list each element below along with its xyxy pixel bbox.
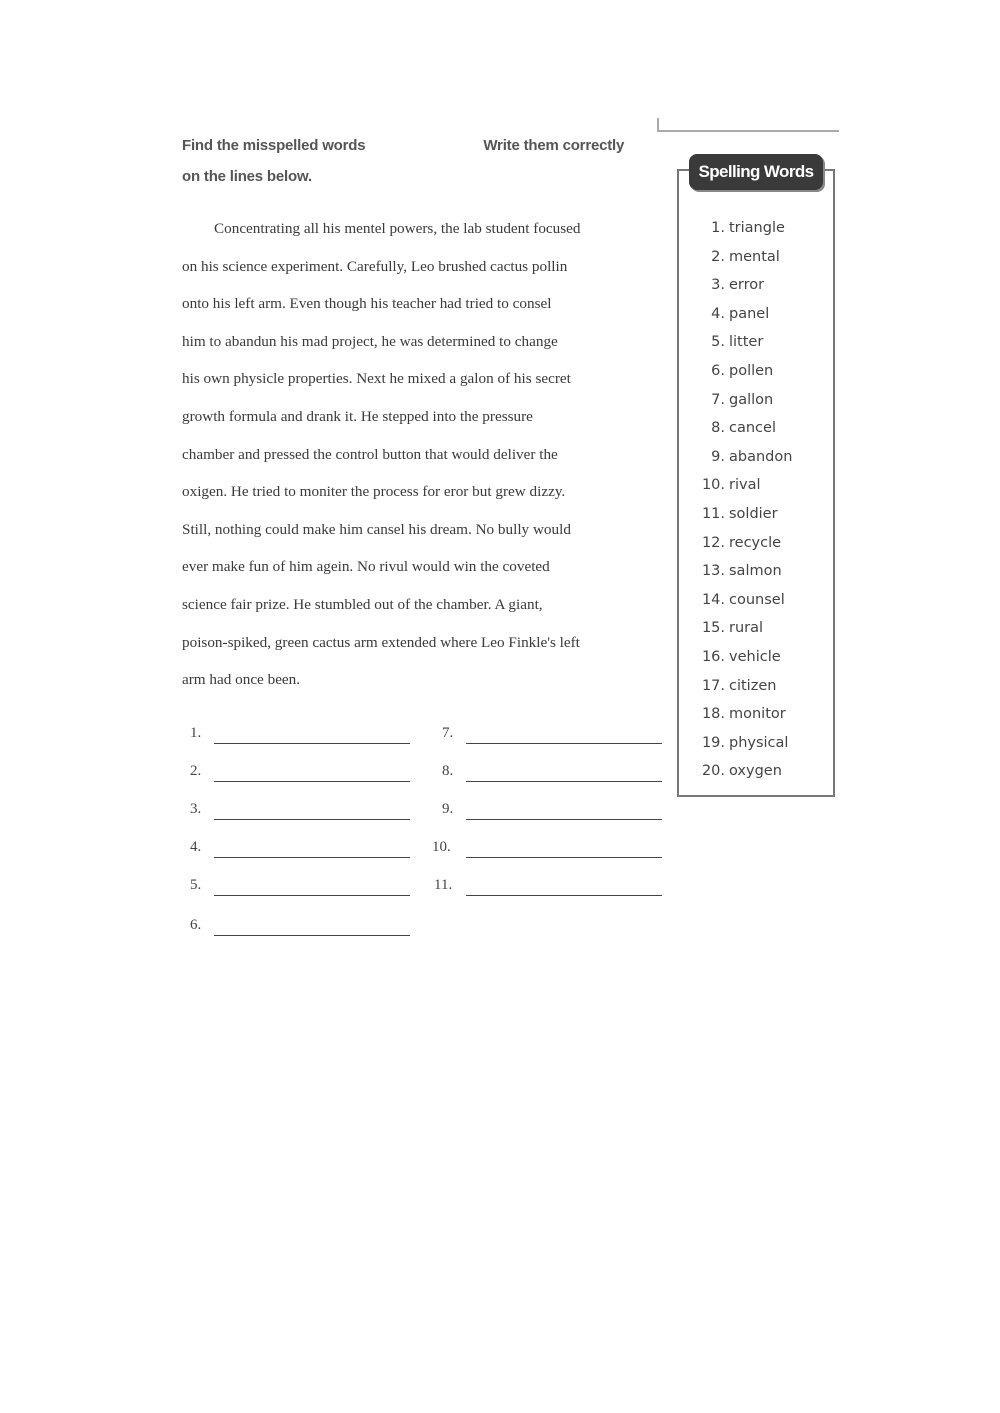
spelling-word: 14. counsel — [701, 591, 785, 608]
answer-number: 5. — [190, 877, 202, 893]
passage-line: on his science experiment. Carefully, Leo brushed cactus pollin — [182, 257, 568, 275]
spelling-word: 8. cancel — [711, 420, 776, 437]
answer-lines — [190, 718, 670, 948]
answer-number: 2. — [190, 763, 202, 779]
passage-line: ever make fun of him agein. No rivul would win the coveted — [182, 558, 550, 576]
spelling-word: 20. oxygen — [701, 763, 782, 780]
passage-line: onto his left arm. Even though his teacher had tried to consel — [182, 295, 552, 313]
answer-number: 10. — [432, 839, 451, 855]
spelling-word: 19. physical — [701, 734, 789, 751]
spelling-words-title: Spelling Words — [689, 154, 823, 190]
answer-number: 3. — [190, 801, 202, 817]
passage-line: Concentrating all his mentel powers, the lab student focused — [214, 220, 581, 237]
spelling-word: 7. gallon — [711, 391, 774, 408]
passage-line: Still, nothing could make him cansel his dream. No bully would — [182, 520, 571, 538]
spelling-word: 2. mental — [711, 248, 780, 265]
answer-number: 7. — [442, 725, 454, 741]
spelling-word: 3. error — [711, 277, 765, 294]
name-rule — [657, 118, 839, 132]
spelling-word: 18. monitor — [701, 706, 786, 723]
answer-number: 11. — [434, 877, 453, 893]
answer-number: 8. — [442, 763, 454, 779]
spelling-word: 16. vehicle — [701, 648, 781, 665]
passage-line: his own physicle properties. Next he mixed a galon of his secret — [182, 370, 571, 388]
passage-line: growth formula and drank it. He stepped into the pressure — [182, 407, 533, 425]
instructions — [182, 130, 642, 192]
spelling-word: 6. pollen — [711, 362, 774, 379]
passage-line: him to abandun his mad project, he was determined to change — [182, 332, 558, 350]
spelling-words-list — [697, 214, 827, 786]
answer-number: 1. — [190, 725, 202, 741]
passage-line: poison-spiked, green cactus arm extended where Leo Finkle's left — [182, 633, 580, 651]
instructions-part1: Find the misspelled words — [182, 137, 366, 154]
spelling-word: 17. citizen — [701, 677, 777, 694]
spelling-word: 15. rural — [701, 620, 764, 637]
spelling-word: 12. recycle — [701, 534, 782, 551]
spelling-word: 9. abandon — [711, 448, 793, 465]
story-passage — [182, 210, 662, 699]
instructions-part3: on the lines below. — [182, 168, 312, 185]
spelling-word: 10. rival — [701, 477, 761, 494]
passage-line: chamber and pressed the control button that would deliver the — [182, 445, 558, 463]
answer-number: 9. — [442, 801, 454, 817]
passage-line: science fair prize. He stumbled out of the chamber. A giant, — [182, 595, 543, 613]
answer-number: 4. — [190, 839, 202, 855]
instructions-part2: Write them correctly — [483, 137, 625, 154]
answer-number: 6. — [190, 917, 202, 933]
spelling-word: 13. salmon — [701, 563, 782, 580]
spelling-word: 1. triangle — [711, 220, 785, 236]
spelling-word: 4. panel — [711, 305, 770, 322]
passage-line: arm had once been. — [182, 671, 301, 689]
passage-line: oxigen. He tried to moniter the process for eror but grew dizzy. — [182, 483, 566, 501]
spelling-word: 11. soldier — [701, 505, 778, 522]
spelling-word: 5. litter — [711, 334, 764, 351]
